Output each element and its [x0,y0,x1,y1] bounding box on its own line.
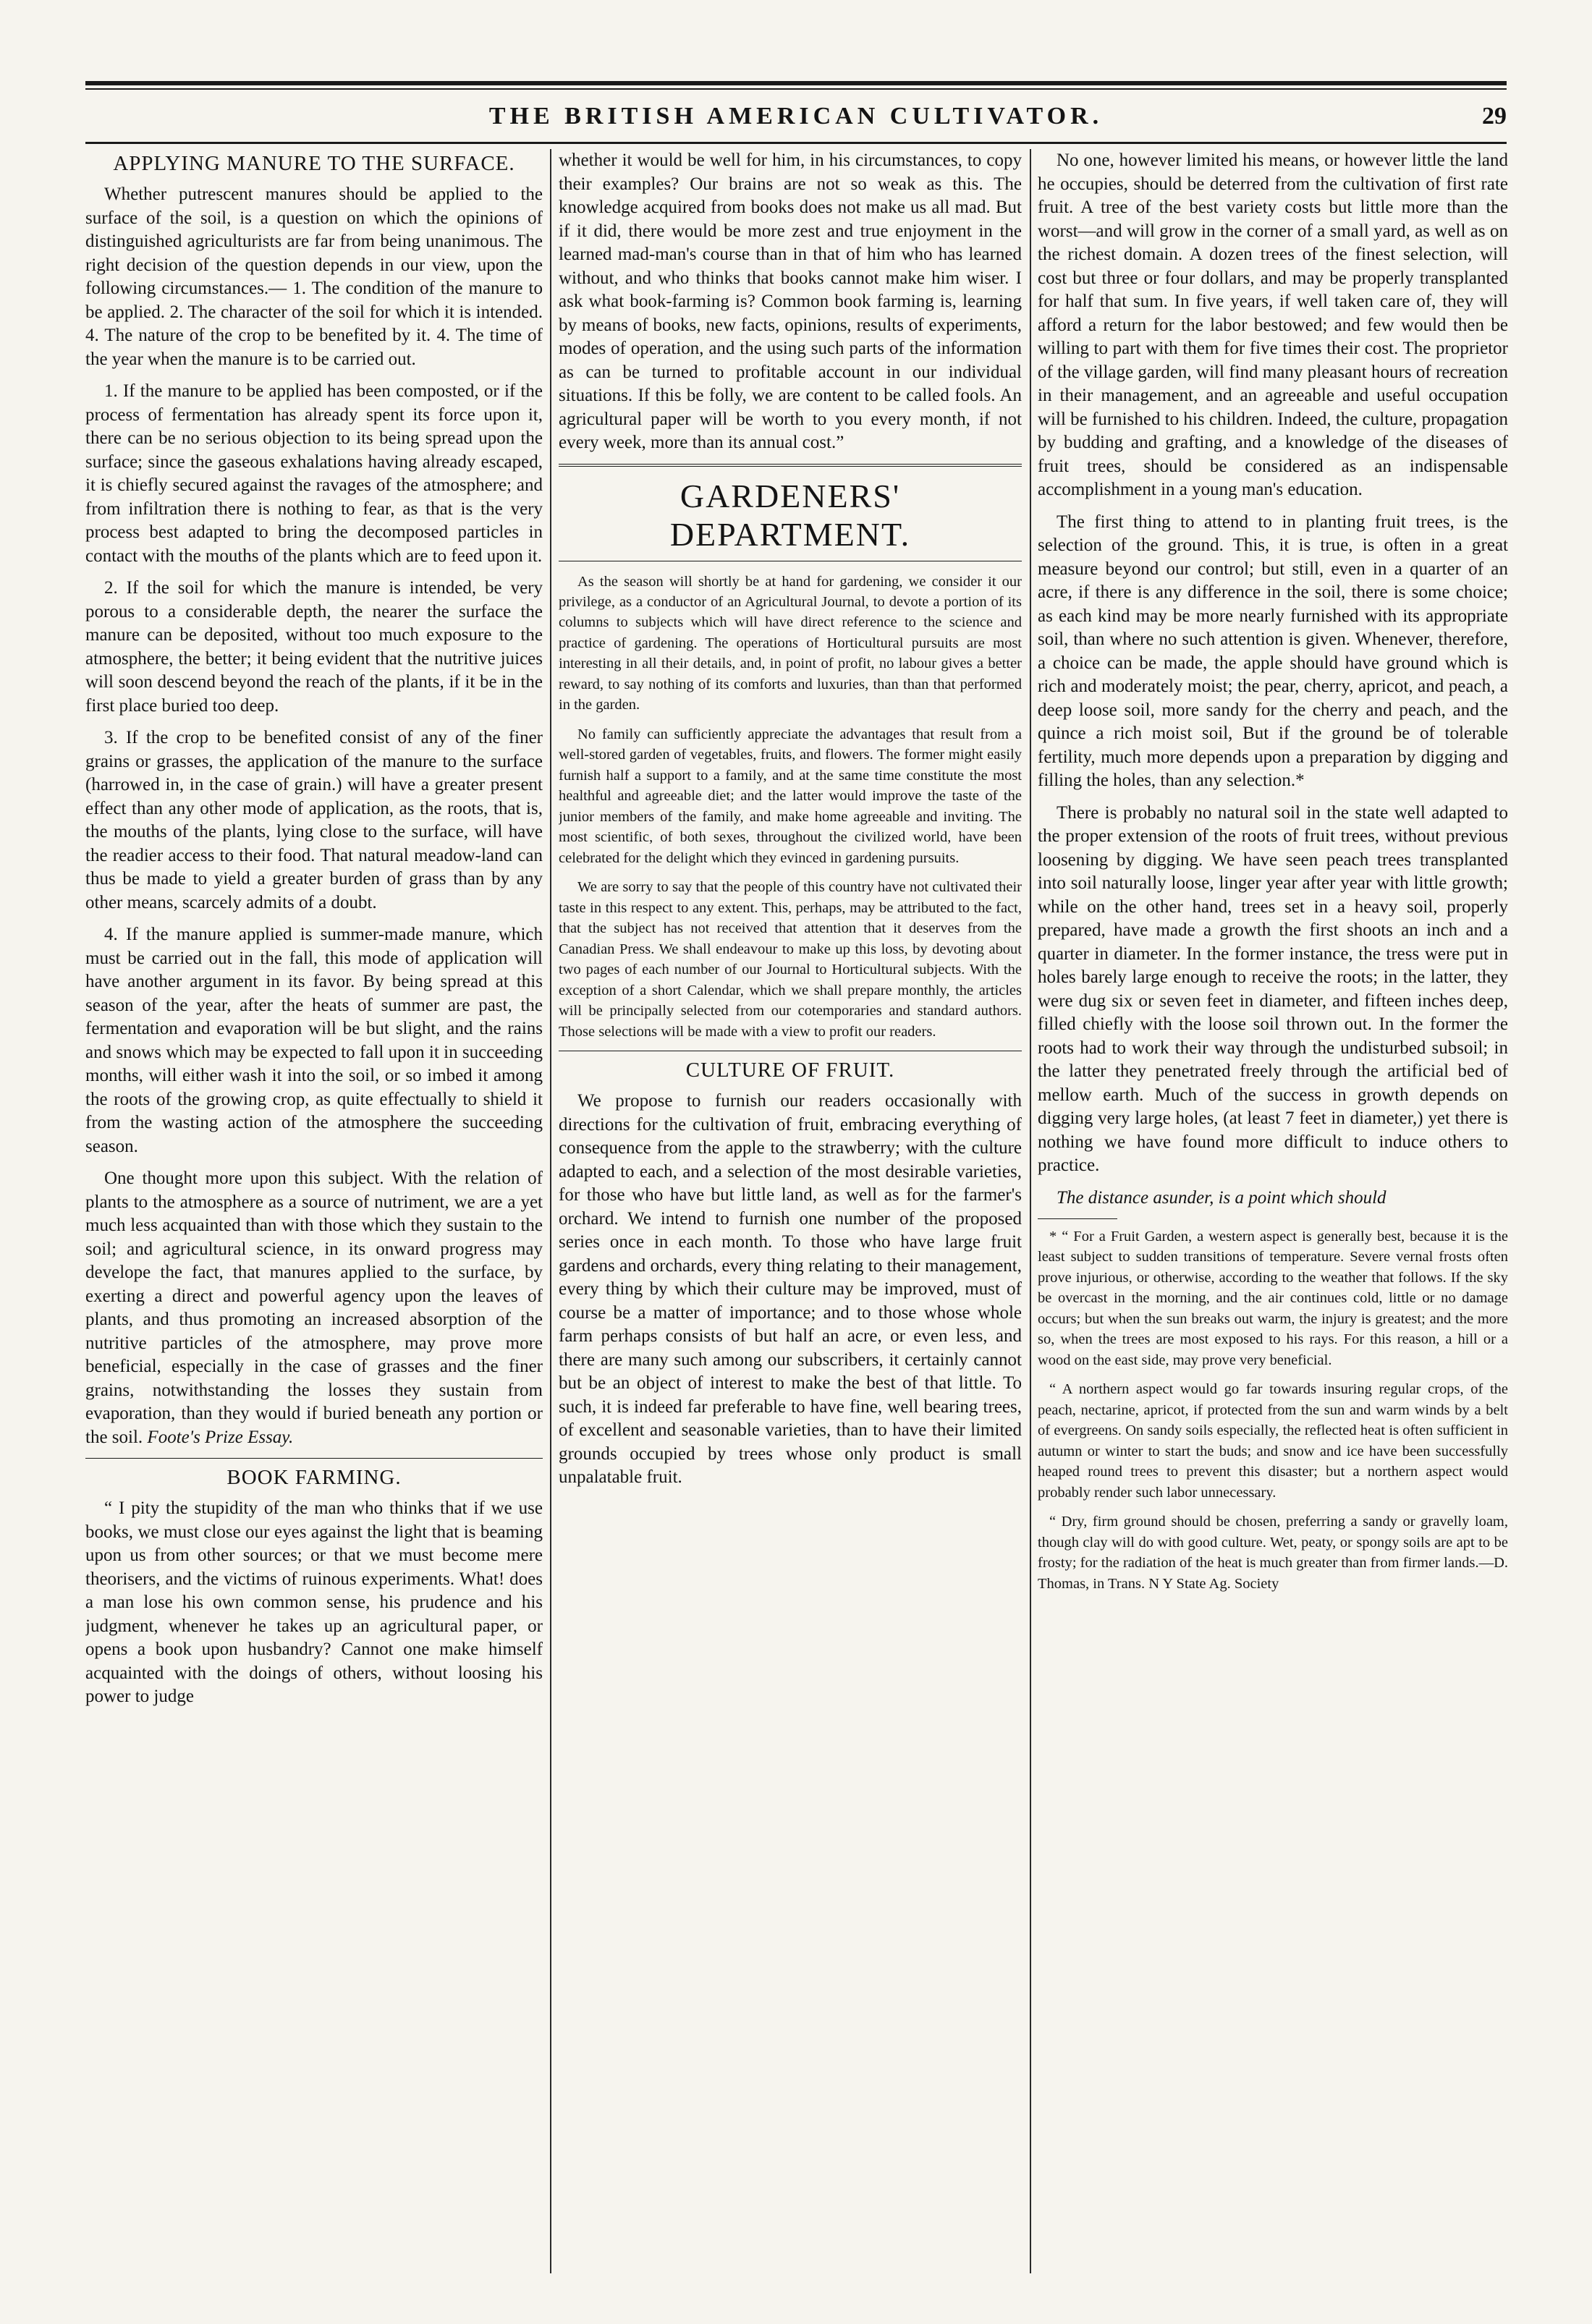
paragraph-text: One thought more upon this subject. With the relation of plants to the atmosphere as a source of nutriment, we are a yet much less acquainted than with those which they sustain to the soil; and agricultural science, in its onward progress may develope the fact, that manures applied to the surface, by exerting a direct and powerful agency upon the leaves of plants, and thus promoting an increased absorption of the nutritive particles of the atmosphere, may prove more beneficial, especially in the case of grasses and the finer grains, notwithstanding the losses they sustain from evaporation, than they would if buried beneath any portion or the soil. [85,1169,543,1447]
column-divider [550,149,551,2273]
editorial-paragraph: As the season will shortly be at hand for gardening, we consider it our privilege, as a conductor of an Agricultural Journal, to devote a portion of its columns to subjects which will have direct reference to the science and practice of gardening. The operations of Horticultural pursuits are most interesting in all their details, and, in point of profit, no labour gives a better reward, to say nothing of its comforts and luxuries, than than that performed in the garden. [559,573,1022,713]
footnote-rule [1038,1218,1117,1219]
page-number: 29 [1482,103,1507,130]
top-rule-thin [85,88,1507,90]
article-paragraph [85,1167,543,1449]
column-divider [1030,149,1031,2273]
article-paragraph: The distance asunder, is a point which should [1057,1187,1386,1208]
column-2 [559,149,1022,2273]
article-paragraph: Whether putrescent manures should be applied to the surface of the soil, is a question on which the opinions of distinguished agriculturists are far from being unanimous. The right decision of the question depends in our view, upon the following circumstances.— 1. The condition of the manure to be applied. 2. The character of the soil for which it is intended. 4. The nature of the crop to be benefited by it. 4. The time of the year when the manure is to be carried out. [85,185,543,369]
header-rule [85,142,1507,144]
footnote: * “ For a Fruit Garden, a western aspect is generally best, because it is the least subject to sudden transitions of temperature. Severe vernal frosts often prove injurious, or otherwise, according to the weather that follows. If the sky be overcast in the morning, and the air continues cold, little or no damage occurs; but when the sun breaks out warm, the injury is greatest; and the more so, when the trees are most exposed to his rays. For this reason, a hill or a wood on the east side, may prove very beneficial. [1038,1229,1508,1368]
article-paragraph: whether it would be well for him, in his circumstances, to copy their examples? Our brains are not so weak as this. The knowledge acquired from books does not make us all mad. But if it did, there would be more zest and true enjoyment in the learned mad-man's course than in that of him who has learned without, and who thinks that books cannot make him wiser. I ask what book-farming is? Common book farming is, learning by means of books, new facts, opinions, results of experiments, modes of operation, and the using such parts of the information as can be turned to profitable account in our individual situations. If this be folly, we are content to be called fools. An agricultural paper will be worth to you every month, if not every week, more than its annual cost.” [559,150,1022,452]
article-paragraph: 2. If the soil for which the manure is intended, be very porous to a considerable depth, the nearer the surface the manure can be deposited, without too much exposure to the atmosphere, the better; it being evident that the nutritive juices will soon descend beyond the reach of the plants, if it be in the first place buried too deep. [85,578,543,716]
article-signature: Foote's Prize Essay. [147,1427,294,1447]
running-title: THE BRITISH AMERICAN CULTIVATOR. [488,103,1104,130]
article-paragraph: 4. If the manure applied is summer-made manure, which must be carried out in the fall, this mode of application will have another argument in its favor. By being spread at this season of the year, after the heats of summer are past, the fermentation and evaporation will be but slight, and the rains and snows which may be expected to fall upon it in succeeding months, will either wash it into the soil, or so imbed it among the roots of the growing crop, as quite effectually to shield it from the wasting action of the atmosphere the succeeding season. [85,925,543,1156]
article-paragraph: 3. If the crop to be benefited consist of any of the finer grains or grasses, the application of the manure to the surface (harrowed in, in the case of grain.) will have a greater present effect than any other mode of application, as the roots, that is, the mouths of the plants, lying close to the surface, will have the readier access to their food. That natural meadow-land can thus be made to yield a greater burden of grass than by any other means, scarcely admits of a doubt. [85,728,543,912]
article-paragraph: “ I pity the stupidity of the man who thinks that if we use books, we must close our eyes against the light that is beaming upon us from other sources; or that we must become mere theorisers, and the victims of ruinous experiments. What! does a man lose his own common sense, his prudence and his judgment, whenever he takes up an agricultural paper, or opens a book upon husbandry? Cannot one make himself acquainted with the doings of others, without loosing his power to judge [85,1498,543,1706]
department-heading: GARDENERS' DEPARTMENT. [669,477,911,553]
top-rule [85,81,1507,85]
page-header [85,103,1507,135]
article-paragraph: The first thing to attend to in planting fruit trees, is the selection of the ground. This, it is true, is often in a great measure beyond our control; but still, even in a quarter of an acre, if there is any difference in the soil, there is some choice; as each kind may be more nearly furnished with its appropriate soil, than where no such attention is given. Whenever, therefore, a choice can be made, the apple should have ground which is rich and moderately moist; the pear, cherry, apricot, and peach, a deep loose soil, more sandy for the cherry and peach, and the quince a rich moist soil, But if the ground be of tolerable fertility, much more depends upon a preparation by digging and filling the holes, than any selection.* [1038,512,1508,790]
column-1 [85,149,543,2273]
editorial-paragraph: We are sorry to say that the people of this country have not cultivated their taste in this respect to any extent. This, perhaps, may be attributed to the fact, that the subject has not received that attention that it deserves from the Canadian Press. We shall endeavour to make up this loss, by devoting about two pages of each number of our Journal to Horticultural subjects. With the exception of a short Calendar, which we shall prepare monthly, the articles will be principally selected from our cotemporaries and standard authors. Those selections will be made with a view to profit our readers. [559,879,1022,1040]
article-title-applying-manure: APPLYING MANURE TO THE SURFACE. [113,152,515,175]
article-paragraph: There is probably no natural soil in the state well adapted to the proper extension of the roots of fruit trees, without previous loosening by digging. We have seen peach trees transplanted into soil naturally loose, linger year after year with little growth; while on the other hand, trees set in a heavy soil, properly prepared, have made a growth the first shoots an inch and a quarter in diameter. In the former instance, the tress were put in holes barely large enough to receive the roots; in the latter, they were dug six or seven feet in diameter, and fifteen inches deep, filled chiefly with the loose soil thrown out. In the former the roots had to work their way through the undisturbed subsoil; in the latter they penetrated freely through the artificial bed of mellow earth. Much of the success in growth depends on digging very large holes, (at least 7 feet in diameter,) yet there is nothing we have found more difficult to induce others to practice. [1038,802,1508,1175]
article-paragraph: No one, however limited his means, or however little the land he occupies, should be deterred from the cultivation of first rate fruit. A tree of the best variety costs but little more than the worst—and will grow in the corner of a small yard, as well as on the richest domain. A dozen trees of the finest selection, will cost but three or four dollars, and may be properly transplanted for half that sum. In five years, if well taken care of, they will afford a return for the labor bestowed; and few would then be willing to part with them for five times their cost. The proprietor of the village garden, will find many pleasant hours of recreation in their management, and an agreeable and useful occupation will be furnished to his children. Indeed, the culture, propagation by budding and grafting, and a knowledge of the diseases of fruit trees, should be considered as an indispensable accomplishment in a young man's education. [1038,150,1508,499]
editorial-paragraph: No family can sufficiently appreciate the advantages that result from a well-stored garden of vegetables, fruits, and flowers. The former might easily furnish half a support to a family, and at the same time constitute the most healthful and agreeable diet; and the latter would improve the taste of the junior members of the family, and make home agreeable and inviting. The most scientific, of both sexes, throughout the civilized world, have been celebrated for the delight which they evinced in gardening pursuits. [559,726,1022,866]
footnote: “ Dry, firm ground should be chosen, preferring a sandy or gravelly loam, though clay will do with good culture. Wet, peaty, or spongy soils are apt to be frosty; for the radiation of the heat is much greater than from firmer lands.—D. Thomas, in Trans. N Y State Ag. Society [1038,1514,1508,1592]
footnote: “ A northern aspect would go far towards insuring regular crops, of the peach, nectarine, apricot, if protected from the sun and warm winds by a belt of evergreens. On sandy soils especially, the reflected heat is often sufficient in autumn or winter to start the buds; and snow and ice have been successfully heaped round trees to prevent this disaster; but a northern aspect would probably render such labor unnecessary. [1038,1381,1508,1501]
section-rule [85,1458,543,1459]
article-title-book-farming: BOOK FARMING. [226,1466,402,1489]
article-title-culture-of-fruit: CULTURE OF FRUIT. [685,1059,895,1082]
article-paragraph: We propose to furnish our readers occasionally with directions for the cultivation of fruit, embracing everything of consequence from the apple to the strawberry; with the culture adapted to each, and a selection of the most desirable varieties, for those who have but little land, as well as for the farmer's orchard. We intend to furnish one number of the proposed series once in each month. To those who have large fruit gardens and orchards, every thing relating to their management, every thing by which their culture may be improved, must of course be a matter of importance; and to those whose whole farm perhaps consists of but half an acre, or even less, and there are many such among our subscribers, it certainly cannot but be an object of interest to make the best of that little. To such, it is indeed far preferable to have fine, well bearing trees, of excellent and seasonable varieties, than to have their limited grounds occupied by trees whose only product is small unpalatable fruit. [559,1091,1022,1488]
column-3 [1038,149,1508,2273]
article-paragraph: 1. If the manure to be applied has been composted, or if the process of fermentation has already spent its force upon it, there can be no serious objection to its being spread upon the surface; since the gaseous exhalations having already escaped, it is chiefly secured against the ravages of the atmosphere; and from infiltration there is nothing to fear, as that is the very process best adapted to bring the decomposed particles in contact with the mouths of the plants which are to feed upon it. [85,381,543,566]
